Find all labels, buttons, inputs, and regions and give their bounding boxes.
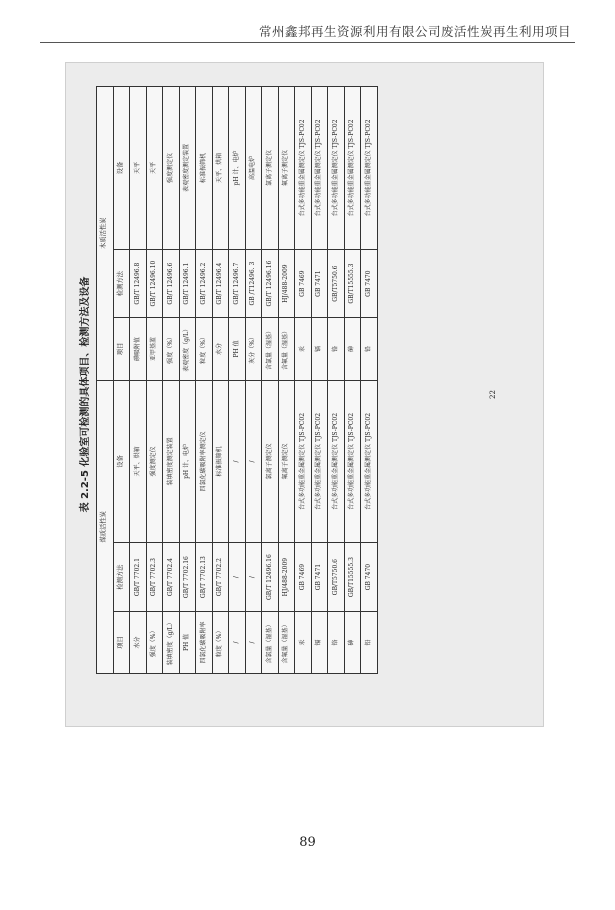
item-cell: 含氟量（湿基） [278,318,295,380]
table-row [311,87,328,674]
item-cell: 表观密度（g/L） [179,318,196,380]
table-row [278,87,295,674]
method-cell: GB/T 7702.2 [212,543,229,612]
item-cell: 镉 [311,611,328,673]
item-cell: 汞 [295,318,312,380]
table-row [146,87,163,674]
method-cell: / [229,543,246,612]
column-header-equipment: 设备 [113,380,130,543]
method-cell: GB/T5750.6 [328,543,345,612]
equipment-cell: 台式多功能重金属测定仪 TJS-PC02 [328,380,345,543]
equipment-cell: 台式多功能重金属测定仪 TJS-PC02 [328,87,345,250]
method-cell: GB/T 7702.16 [179,543,196,612]
item-cell: 灰分（%） [245,318,262,380]
equipment-cell: pH 计、电炉 [179,380,196,543]
equipment-cell: 四氯化碳吸附率测定仪 [196,380,213,543]
test-methods-table [96,86,378,674]
item-cell: 铬 [328,318,345,380]
method-cell: GB 7470 [361,249,378,318]
table-row [196,87,213,674]
method-cell: GB/T15555.3 [344,249,361,318]
method-cell: GB/T 12496.2 [196,249,213,318]
table-row [344,87,361,674]
item-cell: 粒度（%） [196,318,213,380]
method-cell: GB/T 7702.3 [146,543,163,612]
equipment-cell: 台式多功能重金属测定仪 TJS-PC02 [295,380,312,543]
item-cell: 装填密度（g/L） [163,611,180,673]
equipment-cell: 氯离子测定仪 [262,87,279,250]
equipment-cell: 标准振筛机 [196,87,213,250]
column-header-equipment: 设备 [113,87,130,250]
item-cell: 铅 [361,611,378,673]
item-cell: 铅 [361,318,378,380]
item-cell: 碘吸附值 [130,318,147,380]
header-divider [40,42,575,43]
method-cell: GB/T 7702.1 [130,543,147,612]
table-column-header-row [113,87,130,674]
table-row [163,87,180,674]
item-cell: 砷 [344,611,361,673]
table-row [328,87,345,674]
equipment-cell: 高温电炉 [245,87,262,250]
method-cell: GB/T 12496.16 [262,543,279,612]
group-header-wood: 木质活性炭 [97,87,114,381]
item-cell: 镉 [311,318,328,380]
table-row [295,87,312,674]
page-number: 89 [299,835,316,850]
item-cell: 水分 [212,318,229,380]
item-cell: 四氯化碳吸附率 [196,611,213,673]
method-cell: HJ/488-2009 [278,249,295,318]
method-cell: GB/T 12496.7 [229,249,246,318]
column-header-item: 项目 [113,318,130,380]
item-cell: PH 值 [229,318,246,380]
method-cell: GB/T15555.3 [344,543,361,612]
item-cell: 强度（%） [163,318,180,380]
item-cell: 含氯量（湿基） [262,318,279,380]
method-cell: GB/T 7702.13 [196,543,213,612]
column-header-item: 项目 [113,611,130,673]
equipment-cell: 天平、烘箱 [212,87,229,250]
equipment-cell: 氟离子测定仪 [278,87,295,250]
item-cell: 汞 [295,611,312,673]
equipment-cell: 台式多功能重金属测定仪 TJS-PC02 [361,87,378,250]
table-row [262,87,279,674]
equipment-cell: 氟离子测定仪 [278,380,295,543]
equipment-cell: 天平、烘箱 [130,380,147,543]
equipment-cell: 台式多功能重金属测定仪 TJS-PC02 [344,380,361,543]
method-cell: GB/T 12496.1 [179,249,196,318]
equipment-cell: / [229,380,246,543]
item-cell: / [245,611,262,673]
item-cell: 含氟量（湿基） [278,611,295,673]
equipment-cell: 强度测定仪 [163,87,180,250]
equipment-cell: 台式多功能重金属测定仪 TJS-PC02 [311,380,328,543]
table-row [130,87,147,674]
equipment-cell: pH 计、电炉 [229,87,246,250]
equipment-cell: 氯离子测定仪 [262,380,279,543]
method-cell: GB/T 12496.8 [130,249,147,318]
table-row [229,87,246,674]
item-cell: 含氯量（湿基） [262,611,279,673]
table-row [179,87,196,674]
method-cell: GB/T 12496.16 [262,249,279,318]
method-cell: GB/T 12496.4 [212,249,229,318]
equipment-cell: 台式多功能重金属测定仪 TJS-PC02 [344,87,361,250]
method-cell: HJ/488-2009 [278,543,295,612]
item-cell: 粒度（%） [212,611,229,673]
method-cell: GB 7469 [295,543,312,612]
page-header: 常州鑫邦再生资源利用有限公司废活性炭再生利用项目 [258,24,571,39]
method-cell: GB/T 7702.4 [163,543,180,612]
method-cell: GB/T 12496.6 [163,249,180,318]
method-cell: GB/T5750.6 [328,249,345,318]
item-cell: 铬 [328,611,345,673]
equipment-cell: 表观密度测定装置 [179,87,196,250]
method-cell: GB 7469 [295,249,312,318]
table-row [212,87,229,674]
method-cell: GB 7471 [311,249,328,318]
equipment-cell: 天平 [146,87,163,250]
equipment-cell: 台式多功能重金属测定仪 TJS-PC02 [295,87,312,250]
equipment-cell: 台式多功能重金属测定仪 TJS-PC02 [311,87,328,250]
table-row [245,87,262,674]
method-cell: GB /T12496. 3 [245,249,262,318]
equipment-cell: 标准振筛机 [212,380,229,543]
item-cell: 亚甲基蓝 [146,318,163,380]
equipment-cell: 台式多功能重金属测定仪 TJS-PC02 [361,380,378,543]
column-header-method: 检测方法 [113,543,130,612]
method-cell: GB 7471 [311,543,328,612]
equipment-cell: 天平 [130,87,147,250]
group-header-coal: 煤质活性炭 [97,380,114,673]
equipment-cell: 装填密度测定装置 [163,380,180,543]
table-group-header-row [97,87,114,674]
scanned-page-number: 22 [489,390,497,399]
item-cell: 强度（%） [146,611,163,673]
equipment-cell: / [245,380,262,543]
table-caption: 表 2.2-5 化验室可检测的具体项目、检测方法及设备 [80,276,91,513]
scanned-page-image [65,62,544,727]
rotated-scan-content [66,63,543,726]
item-cell: 砷 [344,318,361,380]
item-cell: PH 值 [179,611,196,673]
item-cell: / [229,611,246,673]
item-cell: 水分 [130,611,147,673]
table-row [361,87,378,674]
column-header-method: 检测方法 [113,249,130,318]
method-cell: GB/T 12496.10 [146,249,163,318]
method-cell: / [245,543,262,612]
method-cell: GB 7470 [361,543,378,612]
equipment-cell: 强度测定仪 [146,380,163,543]
